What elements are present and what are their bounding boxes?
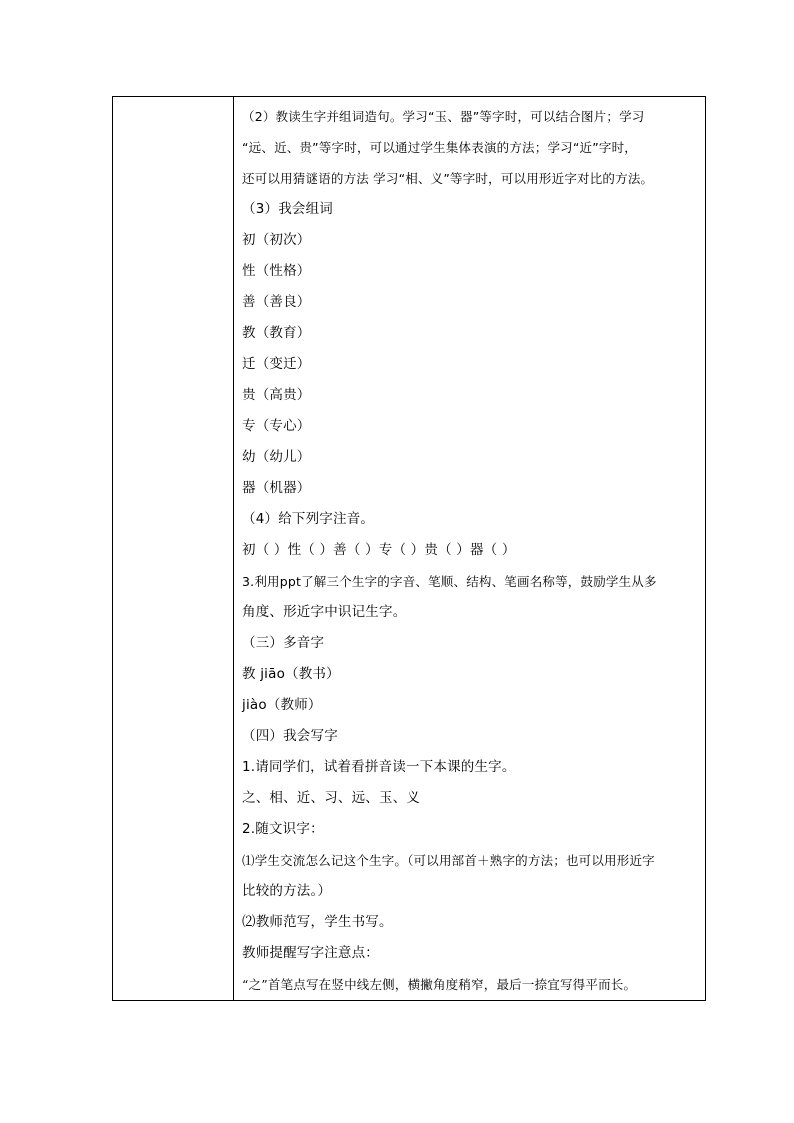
text-line: 专（专心）	[242, 418, 311, 434]
text-line: 初（初次）	[242, 232, 311, 248]
text-line: 性（性格）	[242, 263, 311, 279]
text-line: 教（教育）	[242, 325, 311, 341]
text-line: 之、相、近、习、远、玉、义	[242, 790, 421, 806]
text-line: 贵（高贵）	[242, 387, 311, 403]
text-line: （四）我会写字	[242, 728, 338, 744]
text-line: ⑴学生交流怎么记这个生字。（可以用部首＋熟字的方法；也可以用形近字	[242, 853, 655, 868]
text-line: （三）多音字	[242, 635, 325, 651]
text-line: jiào（教师）	[242, 697, 322, 713]
text-line: 迁（变迁）	[242, 356, 311, 372]
text-line: ⑵教师范写，学生书写。	[242, 914, 393, 930]
text-line: 器（机器）	[242, 480, 311, 496]
table-left-cell	[113, 97, 234, 1000]
text-line: 2.随文识字：	[242, 821, 324, 837]
lesson-table	[112, 96, 706, 1001]
text-line: 1.请同学们，试着看拼音读一下本课的生字。	[242, 759, 516, 775]
text-line: 角度、形近字中识记生字。	[242, 604, 407, 620]
text-line: 还可以用猜谜语的方法 学习“相、义”等字时，可以用形近字对比的方法。	[242, 171, 654, 186]
text-line: “之”首笔点写在竖中线左侧，横撇角度稍窄，最后一捺宜写得平而长。	[242, 977, 637, 992]
text-line: 3.利用ppt了解三个生字的字音、笔顺、结构、笔画名称等，鼓励学生从多	[242, 574, 657, 589]
text-line: （3）我会组词	[242, 201, 333, 217]
text-line: 善（善良）	[242, 294, 311, 310]
text-line: 教 jiāo（教书）	[242, 666, 340, 682]
text-line: “远、近、贵”等字时，可以通过学生集体表演的方法；学习“近”字时，	[242, 140, 638, 155]
text-line: 初（ ）性（ ）善（ ）专（ ）贵（ ）器（ ）	[242, 542, 516, 558]
text-line: （2）教读生字并组词造句。学习“玉、器”等字时，可以结合图片；学习	[242, 109, 645, 124]
text-line: （4）给下列字注音。	[242, 511, 375, 527]
table-content-cell	[234, 97, 705, 1000]
text-line: 教师提醒写字注意点：	[242, 945, 379, 961]
text-line: 比较的方法。）	[242, 883, 332, 899]
text-line: 幼（幼儿）	[242, 449, 311, 465]
